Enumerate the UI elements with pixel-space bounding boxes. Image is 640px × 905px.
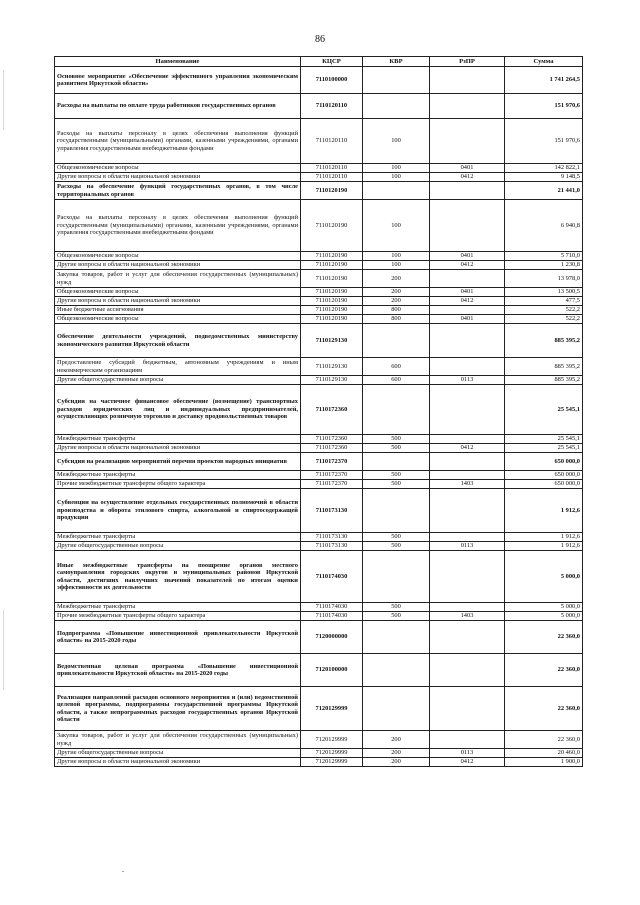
table-row xyxy=(55,270,583,288)
cell-kcsr: 7110172360 xyxy=(301,385,363,435)
cell-rzpr xyxy=(430,182,505,200)
table-row xyxy=(55,453,583,471)
cell-rzpr: 0412 xyxy=(430,261,505,270)
cell-kvr: 100 xyxy=(363,261,430,270)
cell-sum: 1 741 264,5 xyxy=(505,67,583,94)
header-rzpr: РзПР xyxy=(430,57,505,67)
cell-kcsr: 7110120190 xyxy=(301,297,363,306)
cell-sum: 25 545,1 xyxy=(505,444,583,453)
cell-name: Ведомственная целевая программа «Повышение инвестиционной привлекательности Иркутской области» на 2015-2020 годы xyxy=(55,654,301,687)
cell-sum: 13 500,5 xyxy=(505,288,583,297)
cell-kvr: 800 xyxy=(363,306,430,315)
table-row xyxy=(55,164,583,173)
cell-kvr: 500 xyxy=(363,603,430,612)
cell-sum: 5 710,0 xyxy=(505,252,583,261)
header-sum: Сумма xyxy=(505,57,583,67)
cell-rzpr: 0412 xyxy=(430,173,505,182)
cell-rzpr xyxy=(430,435,505,444)
cell-rzpr xyxy=(430,603,505,612)
budget-table xyxy=(54,56,583,767)
cell-name: Реализация направлений расходов основного мероприятия и (или) ведомственной целевой программы, подпрограммы государственной программы Иркутской области, а также непрограммных расходов государственных органов Иркутской области xyxy=(55,687,301,731)
cell-rzpr: 0412 xyxy=(430,758,505,767)
cell-name: Расходы на выплаты персоналу в целях обеспечения выполнения функций государственными (муниципальными) органами, казенными учреждениями, органами управления государственными внебюджетными фондами xyxy=(55,200,301,252)
table-row xyxy=(55,612,583,621)
cell-kvr: 500 xyxy=(363,542,430,551)
cell-kcsr: 7110120190 xyxy=(301,182,363,200)
table-row xyxy=(55,67,583,94)
cell-kvr xyxy=(363,621,430,654)
cell-sum: 22 360,0 xyxy=(505,687,583,731)
table-row xyxy=(55,533,583,542)
cell-kcsr: 7110129130 xyxy=(301,376,363,385)
cell-sum: 5 000,0 xyxy=(505,551,583,603)
cell-kvr xyxy=(363,94,430,119)
cell-sum: 650 000,0 xyxy=(505,453,583,471)
cell-sum: 1 912,6 xyxy=(505,542,583,551)
cell-kcsr: 7110172370 xyxy=(301,471,363,480)
cell-rzpr: 1403 xyxy=(430,480,505,489)
cell-name: Межбюджетные трансферты xyxy=(55,435,301,444)
cell-kvr xyxy=(363,687,430,731)
cell-kvr: 100 xyxy=(363,200,430,252)
cell-name: Другие общегосударственные вопросы xyxy=(55,542,301,551)
cell-name: Межбюджетные трансферты xyxy=(55,603,301,612)
cell-rzpr xyxy=(430,385,505,435)
cell-rzpr xyxy=(430,533,505,542)
cell-kvr: 800 xyxy=(363,315,430,324)
header-kcsr: КЦСР xyxy=(301,57,363,67)
cell-sum: 5 000,0 xyxy=(505,612,583,621)
cell-name: Прочие межбюджетные трансферты общего характера xyxy=(55,612,301,621)
cell-sum: 13 978,0 xyxy=(505,270,583,288)
cell-name: Общеэкономические вопросы xyxy=(55,288,301,297)
cell-sum: 5 000,0 xyxy=(505,603,583,612)
cell-kvr: 500 xyxy=(363,435,430,444)
cell-kcsr: 7110120110 xyxy=(301,173,363,182)
cell-kvr: 200 xyxy=(363,297,430,306)
cell-kvr: 200 xyxy=(363,288,430,297)
cell-name: Субсидии на реализацию мероприятий перечня проектов народных инициатив xyxy=(55,453,301,471)
table-row xyxy=(55,551,583,603)
cell-sum: 9 148,5 xyxy=(505,173,583,182)
cell-kvr: 500 xyxy=(363,612,430,621)
cell-sum: 20 460,0 xyxy=(505,749,583,758)
cell-sum: 6 940,8 xyxy=(505,200,583,252)
cell-kvr xyxy=(363,182,430,200)
cell-kcsr: 7110129130 xyxy=(301,358,363,376)
cell-rzpr: 0412 xyxy=(430,444,505,453)
cell-sum: 477,5 xyxy=(505,297,583,306)
cell-sum: 885 395,2 xyxy=(505,358,583,376)
cell-sum: 1 912,6 xyxy=(505,533,583,542)
cell-sum: 151 970,6 xyxy=(505,94,583,119)
table-row xyxy=(55,297,583,306)
cell-name: Закупка товаров, работ и услуг для обеспечения государственных (муниципальных) нужд xyxy=(55,270,301,288)
cell-sum: 1 230,8 xyxy=(505,261,583,270)
table-row xyxy=(55,261,583,270)
cell-kcsr: 7110120190 xyxy=(301,261,363,270)
table-row xyxy=(55,315,583,324)
table-row xyxy=(55,173,583,182)
cell-kvr: 200 xyxy=(363,731,430,749)
table-row xyxy=(55,542,583,551)
table-row xyxy=(55,444,583,453)
cell-kcsr: 7120100000 xyxy=(301,654,363,687)
cell-kvr xyxy=(363,654,430,687)
table-row xyxy=(55,182,583,200)
cell-kcsr: 7110129130 xyxy=(301,324,363,358)
table-row xyxy=(55,94,583,119)
cell-kcsr: 7120129999 xyxy=(301,731,363,749)
cell-name: Прочие межбюджетные трансферты общего характера xyxy=(55,480,301,489)
cell-rzpr xyxy=(430,489,505,533)
cell-kcsr: 7110172360 xyxy=(301,435,363,444)
table-row xyxy=(55,200,583,252)
table-row xyxy=(55,306,583,315)
cell-name: Субвенции на осуществление отдельных государственных полномочий в области производства и оборота этилового спирта, алкогольной и спиртосодержащей продукции xyxy=(55,489,301,533)
cell-name: Другие вопросы в области национальной экономики xyxy=(55,758,301,767)
cell-kcsr: 7120129999 xyxy=(301,758,363,767)
cell-name: Основное мероприятие «Обеспечение эффективного управления экономическим развитием Иркутской области» xyxy=(55,67,301,94)
cell-kvr xyxy=(363,453,430,471)
cell-rzpr xyxy=(430,358,505,376)
cell-kcsr: 7110120190 xyxy=(301,252,363,261)
cell-kcsr: 7110120190 xyxy=(301,315,363,324)
cell-rzpr xyxy=(430,621,505,654)
cell-kvr: 500 xyxy=(363,444,430,453)
table-row xyxy=(55,687,583,731)
cell-name: Расходы на обеспечение функций государственных органов, в том числе территориальных органов xyxy=(55,182,301,200)
cell-kvr xyxy=(363,489,430,533)
cell-name: Закупка товаров, работ и услуг для обеспечения государственных (муниципальных) нужд xyxy=(55,731,301,749)
cell-rzpr xyxy=(430,94,505,119)
scan-margin-mark xyxy=(3,70,4,130)
cell-kcsr: 7110120110 xyxy=(301,94,363,119)
cell-rzpr xyxy=(430,119,505,164)
cell-kvr: 500 xyxy=(363,480,430,489)
cell-kcsr: 7110172370 xyxy=(301,453,363,471)
cell-rzpr xyxy=(430,270,505,288)
scan-speck: . xyxy=(122,865,124,874)
cell-rzpr: 0401 xyxy=(430,252,505,261)
cell-name: Подпрограмма «Повышение инвестиционной привлекательности Иркутской области» на 2015-2020 годы xyxy=(55,621,301,654)
cell-sum: 885 395,2 xyxy=(505,376,583,385)
cell-sum: 22 360,0 xyxy=(505,731,583,749)
cell-kvr: 100 xyxy=(363,119,430,164)
cell-kcsr: 7110120190 xyxy=(301,306,363,315)
cell-sum: 25 545,1 xyxy=(505,385,583,435)
table-row xyxy=(55,471,583,480)
cell-name: Обеспечение деятельности учреждений, подведомственных министерству экономического развития Иркутской области xyxy=(55,324,301,358)
cell-rzpr xyxy=(430,67,505,94)
cell-rzpr: 0412 xyxy=(430,297,505,306)
cell-kcsr: 7110173130 xyxy=(301,542,363,551)
cell-sum: 21 441,0 xyxy=(505,182,583,200)
cell-name: Общеэкономические вопросы xyxy=(55,315,301,324)
cell-name: Иные межбюджетные трансферты на поощрение органов местного самоуправления городских округов и муниципальных районов Иркутской области, достигших наилучших значений показателей по итогам оценки эффективности их деятельности xyxy=(55,551,301,603)
cell-rzpr xyxy=(430,453,505,471)
cell-kcsr: 7120129999 xyxy=(301,687,363,731)
cell-kvr: 100 xyxy=(363,164,430,173)
cell-kcsr: 7110120190 xyxy=(301,288,363,297)
table-row xyxy=(55,435,583,444)
cell-kcsr: 7120000000 xyxy=(301,621,363,654)
table-row xyxy=(55,621,583,654)
page-number: 86 xyxy=(315,34,325,45)
table-row xyxy=(55,324,583,358)
cell-sum: 1 912,6 xyxy=(505,489,583,533)
cell-kvr: 500 xyxy=(363,533,430,542)
scan-margin-mark xyxy=(3,610,4,690)
cell-rzpr: 0401 xyxy=(430,164,505,173)
cell-rzpr xyxy=(430,306,505,315)
cell-kcsr: 7110120190 xyxy=(301,200,363,252)
cell-kvr: 100 xyxy=(363,173,430,182)
cell-kvr xyxy=(363,551,430,603)
table-row xyxy=(55,119,583,164)
cell-kcsr: 7110120110 xyxy=(301,119,363,164)
cell-rzpr: 0113 xyxy=(430,376,505,385)
cell-sum: 522,2 xyxy=(505,306,583,315)
cell-kcsr: 7110174030 xyxy=(301,551,363,603)
header-name: Наименование xyxy=(55,57,301,67)
cell-name: Другие вопросы в области национальной экономики xyxy=(55,173,301,182)
cell-name: Другие общегосударственные вопросы xyxy=(55,749,301,758)
cell-rzpr: 0113 xyxy=(430,542,505,551)
cell-sum: 885 395,2 xyxy=(505,324,583,358)
cell-sum: 1 900,0 xyxy=(505,758,583,767)
cell-rzpr xyxy=(430,324,505,358)
cell-kcsr: 7110173130 xyxy=(301,489,363,533)
cell-kvr: 100 xyxy=(363,252,430,261)
cell-rzpr xyxy=(430,654,505,687)
cell-rzpr xyxy=(430,687,505,731)
table-row xyxy=(55,654,583,687)
table-row xyxy=(55,758,583,767)
cell-rzpr: 0113 xyxy=(430,749,505,758)
cell-name: Общеэкономические вопросы xyxy=(55,164,301,173)
cell-sum: 25 545,1 xyxy=(505,435,583,444)
table-row xyxy=(55,288,583,297)
cell-kcsr: 7110172370 xyxy=(301,480,363,489)
table-body xyxy=(55,67,583,767)
table-row xyxy=(55,489,583,533)
cell-name: Межбюджетные трансферты xyxy=(55,533,301,542)
cell-rzpr xyxy=(430,731,505,749)
cell-sum: 22 360,0 xyxy=(505,654,583,687)
cell-kcsr: 7110173130 xyxy=(301,533,363,542)
cell-rzpr: 1403 xyxy=(430,612,505,621)
header-kvr: КВР xyxy=(363,57,430,67)
cell-rzpr: 0401 xyxy=(430,288,505,297)
cell-sum: 522,2 xyxy=(505,315,583,324)
cell-rzpr: 0401 xyxy=(430,315,505,324)
cell-kvr: 600 xyxy=(363,376,430,385)
cell-kvr xyxy=(363,67,430,94)
cell-kvr: 500 xyxy=(363,471,430,480)
table-row xyxy=(55,603,583,612)
cell-kcsr: 7110174030 xyxy=(301,612,363,621)
cell-name: Другие вопросы в области национальной экономики xyxy=(55,297,301,306)
cell-sum: 650 000,0 xyxy=(505,471,583,480)
table-row xyxy=(55,731,583,749)
cell-name: Иные бюджетные ассигнования xyxy=(55,306,301,315)
cell-kcsr: 7110100000 xyxy=(301,67,363,94)
cell-kcsr: 7110172360 xyxy=(301,444,363,453)
cell-sum: 650 000,0 xyxy=(505,480,583,489)
cell-name: Другие вопросы в области национальной экономики xyxy=(55,444,301,453)
cell-sum: 151 970,6 xyxy=(505,119,583,164)
cell-kcsr: 7110120190 xyxy=(301,270,363,288)
table-row xyxy=(55,252,583,261)
cell-name: Расходы на выплаты персоналу в целях обеспечения выполнения функций государственными (муниципальными) органами, казенными учреждениями, органами управления государственными внебюджетными фондами xyxy=(55,119,301,164)
cell-name: Расходы на выплаты по оплате труда работников государственных органов xyxy=(55,94,301,119)
cell-name: Другие общегосударственные вопросы xyxy=(55,376,301,385)
cell-kcsr: 7120129999 xyxy=(301,749,363,758)
cell-name: Субсидии на частичное финансовое обеспечение (возмещение) транспортных расходов юридических лиц и индивидуальных предпринимателей, осуществляющих розничную торговлю и доставку продовольственных товаров xyxy=(55,385,301,435)
cell-kcsr: 7110120110 xyxy=(301,164,363,173)
cell-rzpr xyxy=(430,200,505,252)
cell-name: Межбюджетные трансферты xyxy=(55,471,301,480)
table-row xyxy=(55,376,583,385)
cell-rzpr xyxy=(430,471,505,480)
table-row xyxy=(55,385,583,435)
cell-rzpr xyxy=(430,551,505,603)
cell-name: Предоставление субсидий бюджетным, автономным учреждениям и иным некоммерческим организациям xyxy=(55,358,301,376)
table-header-row xyxy=(55,57,583,67)
cell-kcsr: 7110174030 xyxy=(301,603,363,612)
cell-kvr xyxy=(363,385,430,435)
cell-kvr: 200 xyxy=(363,749,430,758)
table-row xyxy=(55,480,583,489)
cell-name: Другие вопросы в области национальной экономики xyxy=(55,261,301,270)
table-row xyxy=(55,749,583,758)
cell-sum: 142 822,1 xyxy=(505,164,583,173)
cell-kvr: 200 xyxy=(363,758,430,767)
cell-kvr xyxy=(363,324,430,358)
cell-kvr: 200 xyxy=(363,270,430,288)
cell-kvr: 600 xyxy=(363,358,430,376)
cell-name: Общеэкономические вопросы xyxy=(55,252,301,261)
table-row xyxy=(55,358,583,376)
cell-sum: 22 360,0 xyxy=(505,621,583,654)
